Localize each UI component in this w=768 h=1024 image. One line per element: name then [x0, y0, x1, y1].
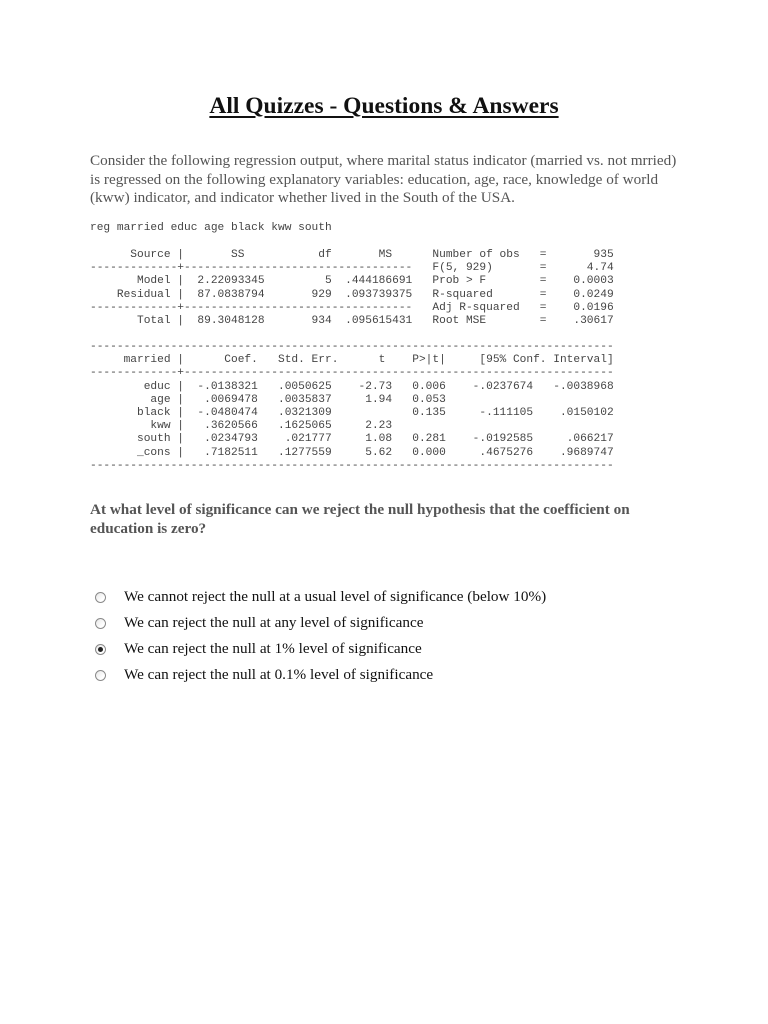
- radio-button[interactable]: [95, 644, 106, 655]
- answer-option-label: We can reject the null at any level of significance: [124, 614, 424, 631]
- answer-option-3[interactable]: [92, 636, 692, 662]
- page-title: All Quizzes - Questions & Answers: [209, 93, 559, 119]
- radio-button[interactable]: [95, 618, 106, 629]
- radio-dot-icon: [98, 647, 103, 652]
- radio-button[interactable]: [95, 670, 106, 681]
- question-intro: Consider the following regression output, where marital status indicator (married vs. not mrried) is regressed on the following explanatory variables: education, age, race, knowledge of world (kww) indicator, and indicator whether lived in the South of the USA.: [90, 152, 677, 207]
- answer-option-label: We can reject the null at 0.1% level of significance: [124, 666, 434, 683]
- radio-button[interactable]: [95, 592, 106, 603]
- answer-option-label: We can reject the null at 1% level of significance: [124, 640, 422, 657]
- answer-option-4[interactable]: [92, 662, 692, 688]
- answer-option-label: We cannot reject the null at a usual level of significance (below 10%): [124, 588, 547, 605]
- answer-option-1[interactable]: [92, 584, 692, 610]
- regression-command: reg married educ age black kww south: [90, 222, 332, 234]
- coefficient-table: ------------------------------------------------------------------------------ married | Coef. Std. Err. t P>|t| [95% Conf. Interval] -------------+---------------------------------------------------------------- educ | -.0138321 .0050625 -2.73 0.006 -.0237674 -.0038968 age | .0069478 .0035837 1.94 0.053 black | -.0480474 .0321309 0.135 -.111105 .0150102 kww | .3620566 .1625065 2.23 south | .0234793 .021777 1.08 0.281 -.0192585 .066217 _cons | .7182511 .1277559 5.62 0.000 .4675276 .9689747 ------------------------------------------------------------------------------: [90, 341, 614, 472]
- answer-options: [92, 584, 692, 688]
- answer-option-2[interactable]: [92, 610, 692, 636]
- question-text: At what level of significance can we reject the null hypothesis that the coefficient on education is zero?: [90, 501, 630, 537]
- anova-table: Source | SS df MS Number of obs = 935 -------------+---------------------------------- F(5, 929) = 4.74 Model | 2.22093345 5 .444186691 Prob > F = 0.0003 Residual | 87.0838794 929 .093739375 R-squared = 0.0249 -------------+---------------------------------- Adj R-squared = 0.0196 Total | 89.3048128 934 .095615431 Root MSE = .30617: [90, 249, 614, 328]
